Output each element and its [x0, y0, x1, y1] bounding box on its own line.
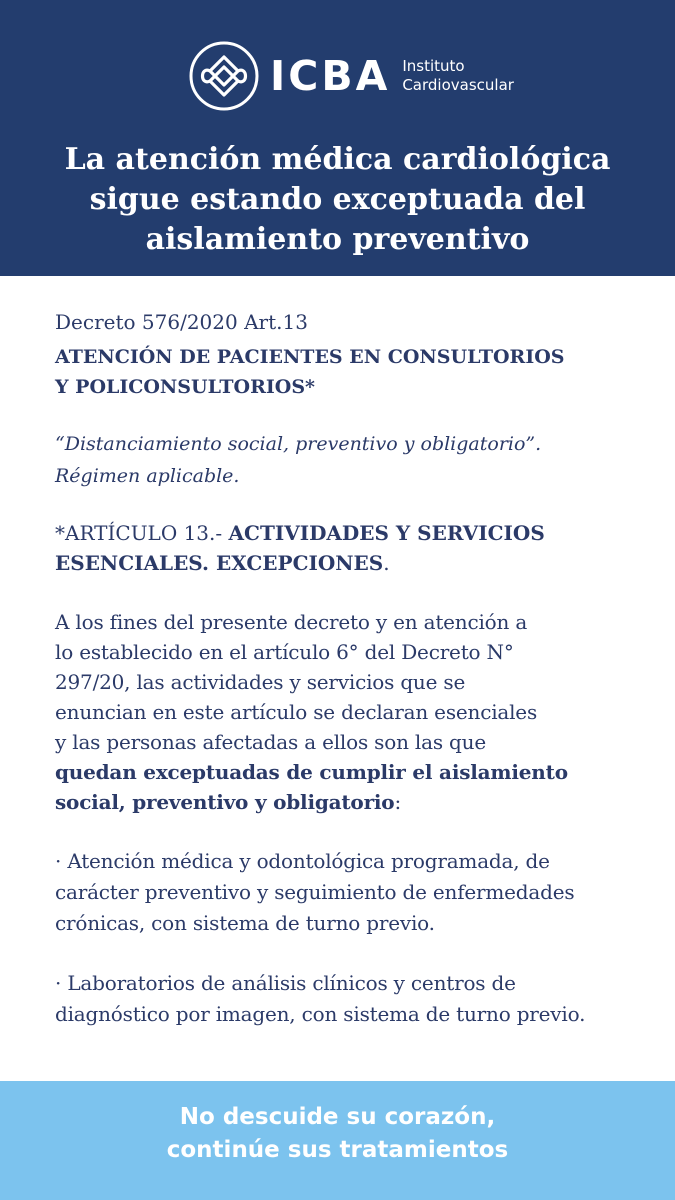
decree-reference: Decreto 576/2020 Art.13: [55, 310, 308, 334]
article-suffix: .: [383, 551, 390, 575]
paragraph-bold: social, preventivo y obligatorio: [55, 790, 395, 814]
footer-banner: [0, 1081, 675, 1200]
headline: [20, 140, 655, 260]
article-bold: ESENCIALES. EXCEPCIONES: [55, 551, 384, 575]
paragraph-line: lo establecido en el artículo 6° del Decreto N°: [55, 640, 514, 664]
heart-knot-icon: [188, 40, 260, 112]
headline-line: La atención médica cardiológica: [64, 142, 611, 177]
brand-subtitle: [402, 57, 514, 95]
logo: [188, 40, 514, 112]
list-item: [55, 846, 655, 939]
article-title-line: [55, 518, 655, 548]
section-heading: [55, 342, 655, 402]
headline-line: aislamiento preventivo: [145, 222, 530, 257]
main-content: [55, 308, 655, 1030]
article-prefix: *ARTÍCULO 13.-: [55, 521, 229, 545]
quote-line: Régimen aplicable.: [55, 465, 240, 487]
list-item: [55, 968, 655, 1030]
article-title: [55, 518, 655, 578]
paragraph-line: y las personas afectadas a ellos son las que: [55, 730, 486, 754]
section-heading-line: ATENCIÓN DE PACIENTES EN CONSULTORIOS: [55, 346, 565, 368]
headline-line: sigue estando exceptuada del: [89, 182, 586, 217]
brand-subtitle-line: Cardiovascular: [402, 76, 514, 94]
paragraph-line: [55, 757, 655, 787]
paragraph-line: [55, 787, 655, 817]
article-bold: ACTIVIDADES Y SERVICIOS: [228, 521, 545, 545]
list-item-line: · Laboratorios de análisis clínicos y centros de: [55, 971, 516, 995]
paragraph-end: :: [394, 790, 401, 814]
paragraph-bold: quedan exceptuadas de cumplir el aislamiento: [55, 760, 568, 784]
brand-name: ICBA: [270, 52, 391, 100]
article-title-line: [55, 548, 655, 578]
quote-line: “Distanciamiento social, preventivo y obligatorio”.: [55, 433, 542, 455]
header-banner: [0, 0, 675, 276]
paragraph-line: A los fines del presente decreto y en atención a: [55, 610, 528, 634]
footer-line: continúe sus tratamientos: [166, 1137, 509, 1163]
list-item-line: diagnóstico por imagen, con sistema de turno previo.: [55, 1002, 586, 1026]
footer-line: No descuide su corazón,: [179, 1104, 496, 1130]
paragraph-line: enuncian en este artículo se declaran esenciales: [55, 700, 538, 724]
regime-quote: [55, 428, 655, 492]
section-heading-line: Y POLICONSULTORIOS*: [55, 376, 315, 398]
paragraph-line: 297/20, las actividades y servicios que se: [55, 670, 466, 694]
article-paragraph: [55, 607, 655, 817]
list-item-line: carácter preventivo y seguimiento de enfermedades: [55, 880, 575, 904]
list-item-line: crónicas, con sistema de turno previo.: [55, 911, 435, 935]
list-item-line: · Atención médica y odontológica programada, de: [55, 849, 550, 873]
brand-subtitle-line: Instituto: [402, 57, 465, 75]
